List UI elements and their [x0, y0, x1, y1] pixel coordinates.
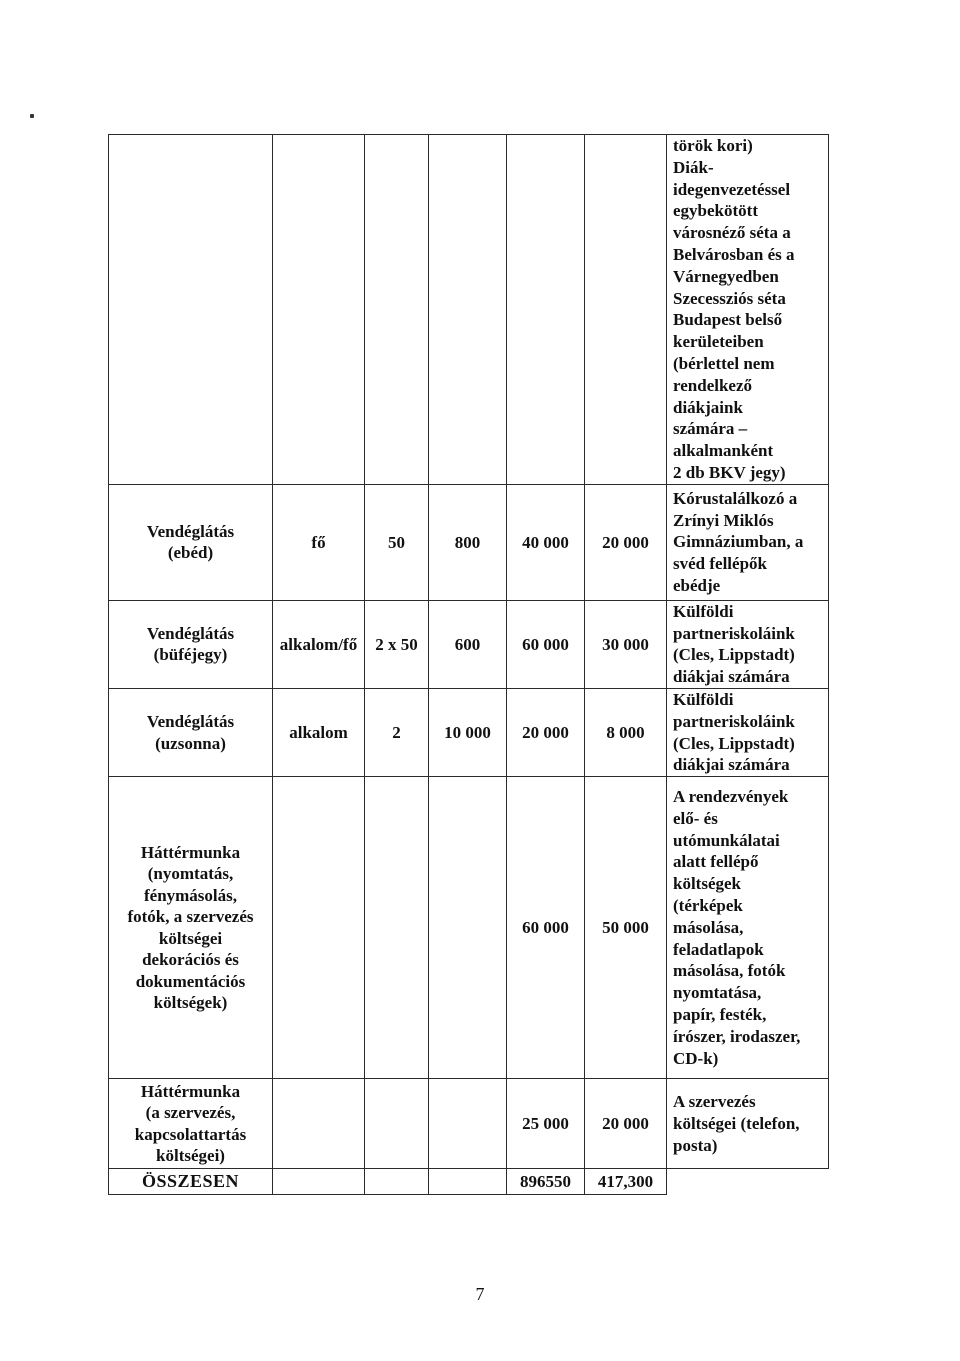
text-line: török kori) [673, 136, 753, 155]
text-line: utómunkálatai [673, 830, 780, 850]
requested-amount-cell: 8 000 [585, 688, 667, 776]
description-cell [667, 688, 829, 776]
quantity-cell [365, 135, 429, 485]
description-cell [667, 135, 829, 485]
text-line: papír, festék, [673, 1004, 767, 1024]
item-label-cell [109, 135, 273, 485]
text-line: fotók, a szervezés [127, 907, 254, 927]
text-line: fénymásolás, [143, 885, 238, 905]
text-line: írószer, irodaszer, [673, 1026, 801, 1046]
text-line: diákjai számára [673, 755, 790, 775]
text-line: ebédje [673, 575, 721, 595]
table-row [109, 777, 829, 1079]
unit-price-cell [429, 1079, 507, 1169]
text-line: idegenvezetéssel [673, 179, 791, 199]
total-cost-cell: 20 000 [507, 688, 585, 776]
text-line: költségei) [156, 1146, 225, 1166]
total-cost-cell [507, 135, 585, 485]
text-line: CD-k) [673, 1048, 719, 1068]
text-line: (Cles, Lippstadt) [673, 733, 795, 753]
text-line: (ebéd) [167, 543, 214, 563]
item-label-cell [109, 688, 273, 776]
requested-amount-cell: 30 000 [585, 600, 667, 688]
total-cost-cell: 60 000 [507, 600, 585, 688]
text-line: Várnegyedben [673, 266, 779, 286]
total-label: ÖSSZESEN [109, 1169, 273, 1195]
text-line: Vendéglátás [146, 623, 235, 643]
page-number: 7 [475, 1284, 485, 1304]
text-line: dekorációs és [142, 950, 239, 970]
text-line: nyomtatása, [673, 983, 762, 1003]
text-line: 2 db BKV jegy) [673, 462, 786, 482]
unit-cell [273, 777, 365, 1079]
empty-cell [273, 1169, 365, 1195]
text-line: Háttérmunka [140, 842, 241, 862]
total-row [109, 1169, 829, 1195]
text-line: Belvárosban és a [673, 244, 795, 264]
text-line: Kórustalálkozó a [673, 488, 798, 508]
text-line: diákjai számára [673, 667, 790, 687]
table-row [109, 135, 829, 485]
text-line: diákjaink [673, 397, 743, 417]
quantity-cell: 2 [365, 688, 429, 776]
text-line: költségek [673, 874, 741, 894]
text-line: A rendezvények [673, 786, 789, 806]
text-line: (nyomtatás, [147, 864, 234, 884]
total-cost-cell: 40 000 [507, 484, 585, 600]
item-label-cell [109, 1079, 273, 1169]
requested-amount-cell: 20 000 [585, 484, 667, 600]
text-line: Zrínyi Miklós [673, 510, 774, 530]
text-line: (a szervezés, [145, 1103, 236, 1123]
table-row [109, 484, 829, 600]
unit-cell [273, 1079, 365, 1169]
total-cost-cell: 25 000 [507, 1079, 585, 1169]
unit-price-cell [429, 135, 507, 485]
table-row [109, 1079, 829, 1169]
text-line: kapcsolattartás [134, 1124, 247, 1144]
text-line: Háttérmunka [140, 1081, 241, 1101]
text-line: Gimnáziumban, a [673, 532, 804, 552]
text-line: Vendéglátás [146, 712, 235, 732]
text-line: költségek) [153, 993, 228, 1013]
item-label-cell [109, 484, 273, 600]
text-line: Szecessziós séta [673, 288, 786, 308]
scan-speck [30, 114, 34, 118]
unit-price-cell: 10 000 [429, 688, 507, 776]
text-line: (Cles, Lippstadt) [673, 645, 795, 665]
quantity-cell: 50 [365, 484, 429, 600]
text-line: Külföldi [673, 601, 734, 621]
description-cell [667, 484, 829, 600]
text-line: (büféjegy) [153, 645, 228, 665]
unit-price-cell: 800 [429, 484, 507, 600]
text-line: rendelkező [673, 375, 753, 395]
unit-price-cell: 600 [429, 600, 507, 688]
text-line: Külföldi [673, 689, 734, 709]
budget-table [108, 134, 829, 1195]
text-line: másolása, [673, 917, 744, 937]
table-row [109, 688, 829, 776]
text-line: költségei (telefon, [673, 1113, 800, 1133]
text-line: alatt fellépő [673, 852, 759, 872]
grand-requested-cell: 417,300 [585, 1169, 667, 1195]
text-line: Vendéglátás [146, 521, 235, 541]
text-line: egybekötött [673, 201, 758, 221]
empty-cell [429, 1169, 507, 1195]
text-line: Diák- [673, 157, 714, 177]
quantity-cell: 2 x 50 [365, 600, 429, 688]
text-line: számára – [673, 419, 748, 439]
text-line: A szervezés [673, 1091, 756, 1111]
description-cell [667, 600, 829, 688]
empty-cell [365, 1169, 429, 1195]
text-line: (térképek [673, 895, 743, 915]
unit-cell: alkalom [273, 688, 365, 776]
unit-cell [273, 135, 365, 485]
text-line: dokumentációs [135, 971, 246, 991]
text-line: költségei [158, 928, 223, 948]
description-cell [667, 777, 829, 1079]
requested-amount-cell: 20 000 [585, 1079, 667, 1169]
text-line: partneriskoláink [673, 711, 795, 731]
unit-price-cell [429, 777, 507, 1079]
item-label-cell [109, 777, 273, 1079]
text-line: partneriskoláink [673, 623, 795, 643]
text-line: posta) [673, 1135, 718, 1155]
text-line: Budapest belső [673, 310, 783, 330]
text-line: svéd fellépők [673, 554, 767, 574]
requested-amount-cell [585, 135, 667, 485]
text-line: kerületeiben [673, 332, 764, 352]
grand-total-cell: 896550 [507, 1169, 585, 1195]
text-line: (uzsonna) [155, 733, 226, 753]
text-line: feladatlapok [673, 939, 764, 959]
quantity-cell [365, 1079, 429, 1169]
unit-cell: alkalom/fő [273, 600, 365, 688]
item-label-cell [109, 600, 273, 688]
unit-cell: fő [273, 484, 365, 600]
table-row [109, 600, 829, 688]
text-line: városnéző séta a [673, 223, 791, 243]
empty-cell [667, 1169, 829, 1195]
text-line: elő- és [673, 808, 718, 828]
total-cost-cell: 60 000 [507, 777, 585, 1079]
text-line: másolása, fotók [673, 961, 786, 981]
text-line: (bérlettel nem [673, 353, 775, 373]
text-line: alkalmanként [673, 441, 774, 461]
quantity-cell [365, 777, 429, 1079]
description-cell [667, 1079, 829, 1169]
requested-amount-cell: 50 000 [585, 777, 667, 1079]
